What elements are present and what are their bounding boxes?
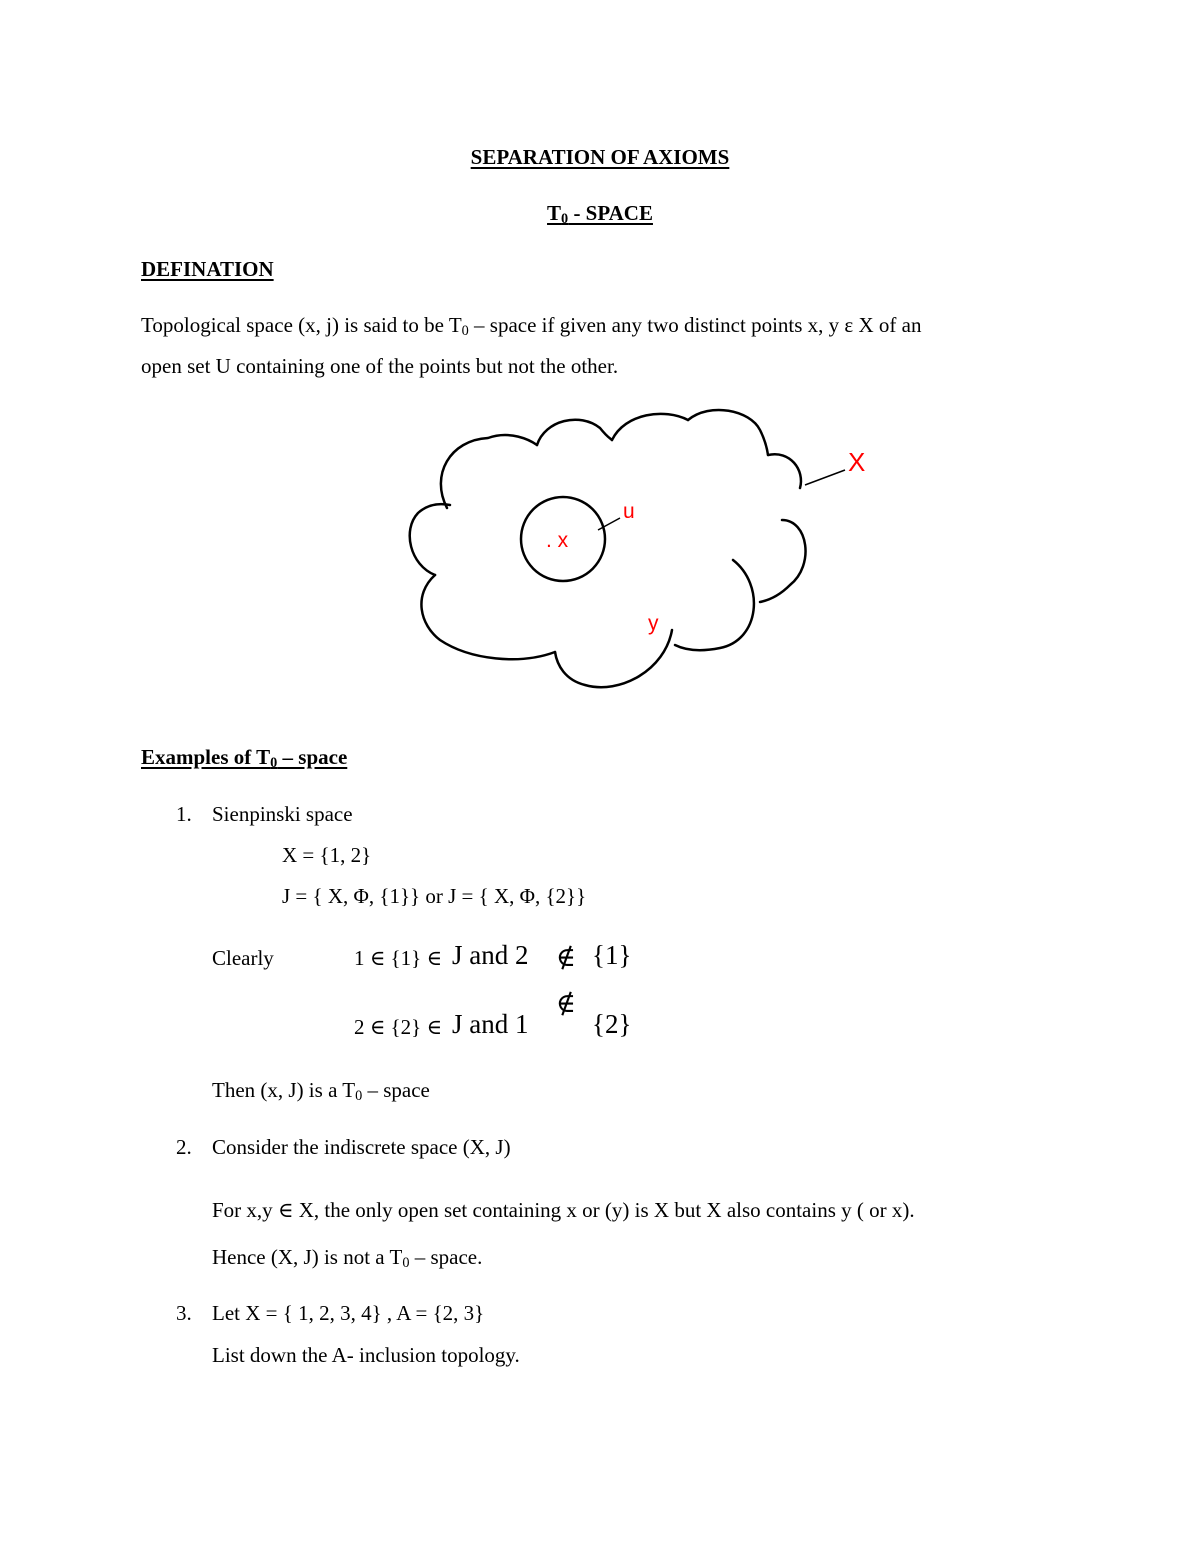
cloud-arc-4 bbox=[688, 410, 768, 455]
clearly-label: Clearly bbox=[212, 946, 274, 970]
cloud-arc-10 bbox=[410, 504, 450, 575]
row-2-set: {2} bbox=[592, 1009, 632, 1039]
example-3-line-1: Let X = { 1, 2, 3, 4} , A = {2, 3} bbox=[212, 1301, 485, 1325]
x-pointer-line bbox=[805, 470, 845, 485]
section-title-subscript: 0 bbox=[561, 211, 569, 228]
definition-line-1-b: – space if given any two distinct points x, y ε X of an bbox=[468, 313, 922, 337]
examples-heading-suffix: – space bbox=[277, 745, 348, 769]
row-1-membership: 1 ∈ {1} ∈ bbox=[354, 946, 442, 970]
example-2-line-1: For x,y ∈ X, the only open set containing x or (y) is X but X also contains y ( or x). bbox=[212, 1198, 915, 1222]
example-3-number: 3. bbox=[176, 1301, 192, 1325]
label-point-y: y bbox=[648, 612, 659, 635]
example-1-title: Sienpinski space bbox=[212, 802, 353, 826]
row-1-set: {1} bbox=[592, 940, 632, 970]
row-1-not-in-symbol: ∉ bbox=[556, 942, 576, 972]
topology-diagram bbox=[0, 0, 1200, 720]
definition-line-2-text: open set U containing one of the points but not the other. bbox=[141, 354, 619, 378]
label-point-x: . x bbox=[546, 529, 569, 552]
section-title-suffix: - SPACE bbox=[568, 201, 653, 225]
example-3-line-2: List down the A- inclusion topology. bbox=[212, 1343, 520, 1367]
label-open-set-u: u bbox=[623, 500, 635, 523]
page-title-text: SEPARATION OF AXIOMS bbox=[470, 145, 730, 169]
example-1-number: 1. bbox=[176, 802, 192, 826]
example-1-set: X = {1, 2} bbox=[282, 843, 372, 867]
cloud-arc-2 bbox=[537, 420, 612, 445]
cloud-arc-9 bbox=[421, 575, 555, 659]
label-space-x: X bbox=[848, 447, 866, 477]
cloud-outline bbox=[410, 410, 806, 687]
cloud-arc-1 bbox=[441, 435, 537, 508]
example-2-subscript: 0 bbox=[402, 1255, 410, 1272]
row-2-membership: 2 ∈ {2} ∈ bbox=[354, 1015, 442, 1039]
example-1-conclusion-a: Then (x, J) is a T bbox=[212, 1078, 356, 1102]
definition-subscript: 0 bbox=[461, 323, 469, 340]
section-title-prefix: T bbox=[547, 201, 562, 225]
examples-heading-prefix: Examples of T bbox=[141, 745, 271, 769]
definition-heading-text: DEFINATION bbox=[141, 257, 274, 281]
cloud-arc-3 bbox=[612, 414, 688, 440]
definition-line-1-a: Topological space (x, j) is said to be T bbox=[141, 313, 462, 337]
row-2-statement: J and 1 bbox=[452, 1009, 529, 1039]
examples-heading-subscript: 0 bbox=[270, 755, 278, 772]
example-2-line-2-b: – space. bbox=[409, 1245, 483, 1269]
example-2-title: Consider the indiscrete space (X, J) bbox=[212, 1135, 511, 1159]
example-1-topology: J = { X, Φ, {1}} or J = { X, Φ, {2}} bbox=[282, 884, 587, 908]
cloud-arc-5 bbox=[768, 454, 801, 488]
row-2-not-in-symbol: ∉ bbox=[556, 988, 576, 1018]
example-2-line-2-a: Hence (X, J) is not a T bbox=[212, 1245, 403, 1269]
cloud-arc-7 bbox=[675, 560, 754, 650]
examples-heading bbox=[141, 747, 347, 770]
row-1-statement: J and 2 bbox=[452, 940, 529, 970]
example-2-line-2 bbox=[212, 1247, 482, 1270]
cloud-arc-8 bbox=[555, 630, 672, 687]
example-1-conclusion bbox=[212, 1080, 430, 1103]
example-1-conclusion-b: – space bbox=[362, 1078, 430, 1102]
example-1-conclusion-subscript: 0 bbox=[355, 1088, 363, 1105]
cloud-arc-6 bbox=[760, 520, 806, 602]
example-2-number: 2. bbox=[176, 1135, 192, 1159]
